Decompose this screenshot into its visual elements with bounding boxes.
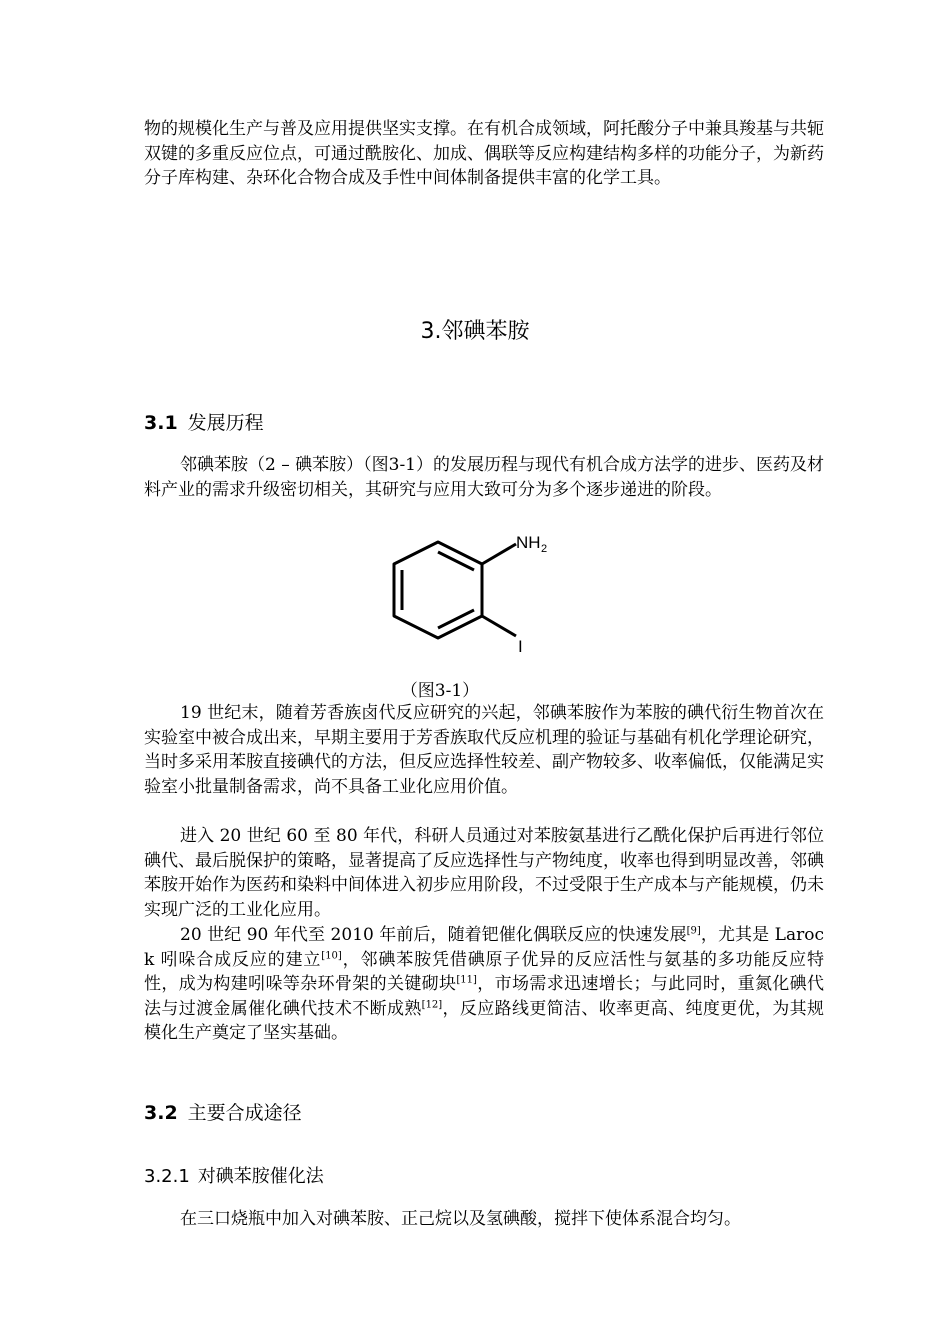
section-title: 主要合成途径: [187, 1102, 302, 1124]
nh2-bond: [482, 544, 516, 564]
section-heading-3-2: [144, 1098, 302, 1125]
section-paragraph-3: 进入 20 世纪 60 至 80 年代，科研人员通过对苯胺氨基进行乙酰化保护后再进行邻位碘代、最后脱保护的策略，显著提高了反应选择性与产物纯度，收率也得到明显改善，邻碘苯胺开始作为医药和染料中间体进入初步应用阶段，不过受限于生产成本与产能规模，仍未实现广泛的工业化应用。: [144, 826, 824, 920]
section-number: 3.1: [144, 412, 178, 434]
citation-ref: [9]: [686, 925, 701, 937]
paragraph-text: 20 世纪 90 年代至 2010 年前后，随着钯催化偶联反应的快速发展: [180, 925, 687, 945]
subsection-number: 3.2.1: [144, 1166, 190, 1187]
citation-ref: [10]: [321, 949, 342, 961]
section-paragraph-1: 邻碘苯胺（2 – 碘苯胺）（图3-1）的发展历程与现代有机合成方法学的进步、医药及材料产业的需求升级密切相关，其研究与应用大致可分为多个逐步递进的阶段。: [144, 455, 824, 500]
iodine-label: I: [518, 637, 523, 656]
section-number: 3.2: [144, 1102, 178, 1124]
paragraph-text: ，邻碘苯胺凭借碘原子优异的反应活性与氨基的多功能反应特性，成为构建吲哚等杂环骨架的关键砌块: [144, 949, 824, 994]
inner-double-bond-2: [438, 610, 474, 628]
citation-ref: [11]: [456, 974, 477, 986]
section-heading-3-1: [144, 408, 264, 435]
paragraph-text: ，尤其是 Larock 吲哚合成反应的建立: [144, 925, 824, 970]
section-title: 发展历程: [187, 412, 264, 434]
figure-caption: （图3-1）: [400, 681, 480, 701]
nh2-subscript: 2: [541, 543, 548, 555]
section-paragraph-4: [144, 923, 824, 1046]
iodine-bond: [482, 616, 516, 636]
intro-paragraph: 物的规模化生产与普及应用提供坚实支撑。在有机合成领域，阿托酸分子中兼具羧基与共轭双键的多重反应位点，可通过酰胺化、加成、偶联等反应构建结构多样的功能分子，为新药分子库构建、杂环化合物合成及手性中间体制备提供丰富的化学工具。: [144, 119, 824, 188]
subsection-title: 对碘苯胺催化法: [197, 1166, 324, 1187]
subsection-paragraph: 在三口烧瓶中加入对碘苯胺、正己烷以及氢碘酸，搅拌下使体系混合均匀。: [180, 1209, 741, 1229]
paragraph-text: ，反应路线更简洁、收率更高、纯度更优，为其规模化生产奠定了坚实基础。: [144, 998, 824, 1043]
citation-ref: [12]: [421, 998, 443, 1010]
section-paragraph-2: 19 世纪末，随着芳香族卤代反应研究的兴起，邻碘苯胺作为苯胺的碘代衍生物首次在实验室中被合成出来，早期主要用于芳香族取代反应机理的验证与基础有机化学理论研究，当时多采用苯胺直接碘代的方法，但反应选择性较差、副产物较多、收率偏低，仅能满足实验室小批量制备需求，尚不具备工业化应用价值。: [144, 703, 824, 797]
benzene-ring: [394, 542, 482, 638]
paragraph-text: ，市场需求迅速增长；与此同时，重氮化碘代法与过渡金属催化碘代技术不断成熟: [144, 974, 825, 1019]
nh2-label: NH: [516, 533, 541, 552]
subsection-heading-3-2-1: [144, 1162, 324, 1188]
chapter-title: 3.邻碘苯胺: [420, 319, 530, 344]
inner-double-bond-1: [438, 552, 474, 570]
o-iodoaniline-structure-figure: [370, 528, 570, 658]
